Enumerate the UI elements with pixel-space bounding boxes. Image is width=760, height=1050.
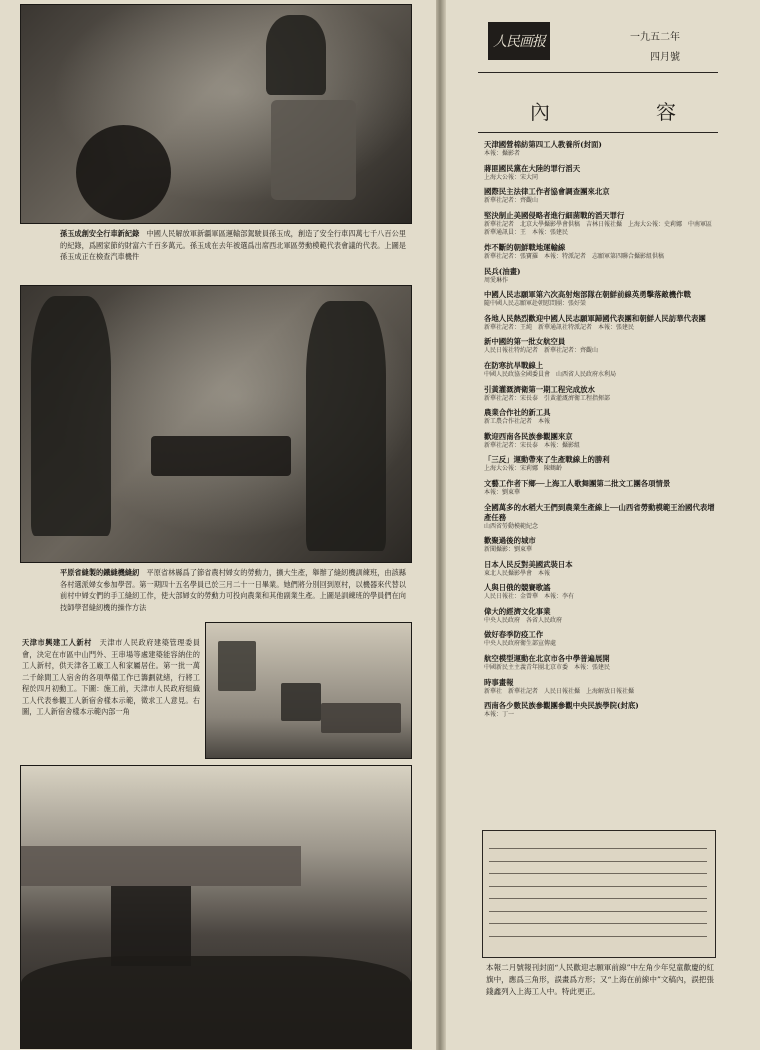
contents-rule (478, 132, 718, 133)
toc-item (484, 211, 716, 238)
toc-item-credit: 新華社記者：張寶羅 本報：特派記者 志願軍第四聯合攝影組供稿 (484, 252, 665, 260)
construction-photo (20, 765, 412, 1049)
toc-item-credit: 新聞攝影：劉東華 (484, 546, 533, 554)
toc-item-credit: 東北人民攝影學會 本報 (484, 569, 551, 577)
toc-item (484, 654, 716, 673)
issue-month: 四月號 (650, 52, 680, 63)
toc-item-title: 天津國營棉紡第四工人教養所(封面) (484, 140, 602, 149)
toc-item-title: 引黃灌溉濟衛第一期工程完成放水 (484, 384, 595, 394)
toc-item-title: 農業合作社的新工具 (484, 408, 551, 418)
table-of-contents (484, 140, 716, 845)
toc-item-credit: 新華社 新華社記者 人民日報社攝 上海解放日報社攝 (484, 687, 635, 695)
toc-item-title: 做好春季防疫工作 (484, 630, 544, 640)
truck-caption-lead: 孫玉成創安全行車新紀錄 (60, 229, 140, 238)
toc-item-title: 全國萬多的水稻大王們到農業生產線上──山西省勞動模範王治國代表增產任務 (484, 502, 715, 522)
village-caption-lead: 天津市興建工人新村 (22, 638, 92, 647)
toc-item-credit: 隨中國人民志願軍赴朝慰問團：張好榮 (484, 300, 587, 308)
toc-item-title: 人與日俄的競賽歌謠 (484, 583, 551, 593)
toc-item-credit: 中央人民政府衛生部宣傳處 (484, 640, 557, 648)
toc-item (484, 243, 716, 262)
toc-item (484, 164, 716, 183)
toc-item-title: 民兵(油畫) (484, 266, 521, 276)
toc-item-title: 各地人民熱烈歡迎中國人民志願軍歸國代表團和朝鮮人民訪華代表團 (484, 313, 706, 323)
toc-item-title: 炸不斷的朝鮮戰地運輸線 (484, 242, 566, 252)
truck-caption (60, 228, 406, 274)
toc-item (484, 607, 716, 626)
toc-item-title: 蔣匪國民黨在大陸的罪行滔天 (484, 163, 581, 173)
sewing-photo (20, 285, 412, 563)
issue-year: 一九五二年 (630, 32, 680, 43)
toc-item (484, 337, 716, 356)
toc-item-credit: 新華社記者：王純 新華通訊社特派記者 本報：張建民 (484, 323, 635, 331)
toc-item-credit: 新華社記者：宋長泰 本報：攝影組 (484, 441, 581, 449)
toc-item-credit: 中國新民主主義青年團北京市委 本報：張建民 (484, 664, 611, 672)
toc-item-title: 國際民主法律工作者協會調查團來北京 (484, 187, 610, 197)
toc-item (484, 583, 716, 602)
toc-item-title: 西南各少數民族參觀團參觀中央民族學院(封底) (484, 701, 639, 711)
toc-item (484, 455, 716, 474)
toc-item (484, 290, 716, 309)
dormitory-interior-photo (205, 622, 412, 759)
toc-item-credit: 上海大公報：宋莉娜 陳鶴齡 (484, 465, 563, 473)
toc-item (484, 140, 716, 159)
toc-item-credit: 中央人民政府 各省人民政府 (484, 616, 563, 624)
header-rule (478, 72, 718, 73)
sewing-caption-text: 平原省林縣爲了節省農村婦女的勞動力，擴大生產，舉辦了縫紉機訓練班，由該縣各村選派婦女參加學習。第一期四十五名學員已於三月二十一日畢業。她們將分別回到原村，以機器來代替以前村中婦女們的手工縫紉工作，使大部婦女的勞動力可投向農業和其他副業生產。上圖是訓練班的學員們在向技師學習縫紉機的操作方法 (60, 568, 406, 612)
toc-item (484, 408, 716, 427)
toc-item-title: 歡迎西南各民族參觀團來京 (484, 431, 573, 441)
toc-item (484, 314, 716, 333)
toc-item-title: 「三反」運動帶來了生產戰線上的勝利 (484, 455, 610, 465)
toc-item (484, 536, 716, 555)
toc-item (484, 361, 716, 380)
toc-item-title: 歡聚過後的城市 (484, 536, 536, 546)
toc-item-credit: 新華社記者：齊觀山 (484, 197, 539, 205)
village-caption (22, 637, 200, 755)
publication-info-grid (489, 839, 707, 931)
village-caption-text: 天津市人民政府建築管理委員會，決定在市區中山門外、王串場等處建築能容納住的工人新村，供天津各工廠工人和家屬居住。第一批一萬二千餘間工人宿舍的各項準備工作已籌劃就緒，行將工程於四月初動工。下圖：施工前，天津市人民政府組織工人代表參觀工人新宿舍樣本示範，徵求工人意見。右圖，工人新宿舍樣本示範內部一角 (22, 638, 200, 716)
toc-item-title: 在防寒抗旱戰線上 (484, 360, 544, 370)
toc-item-credit: 中國人民政協全國委員會 山西省人民政府水利局 (484, 370, 617, 378)
toc-item-credit: 新華社記者 北京大學攝影學會供稿 吉林日報社攝 上海大公報：史莉娜 中南軍區新華通訊員：王 本報：張建民 (484, 220, 713, 237)
toc-item-credit: 新工農合作社記者 本報 (484, 418, 551, 426)
sewing-caption (60, 567, 406, 627)
toc-item-credit: 上海大公報：宋大同 (484, 173, 539, 181)
toc-item-title: 中國人民志願軍第六次高射炮部隊在朝鮮前線英勇擊落敵機作戰 (484, 290, 691, 300)
toc-item (484, 701, 716, 720)
truck-caption-text: 中國人民解放軍新疆軍區運輸部駕駛員孫玉成，創造了安全行車四萬七千八百公里的紀錄，爲國家節約財富六千百多萬元。孫玉成在去年被選爲出席西北軍區勞動模範代表會議的代表。上圖是孫玉成正在檢查汽車機件 (60, 229, 406, 261)
toc-item (484, 479, 716, 498)
toc-item-title: 新中國的第一批女航空員 (484, 337, 566, 347)
publication-info-box (482, 830, 716, 958)
toc-item-title: 文藝工作者下鄉──上海工人歌舞團第二批文工團各項情景 (484, 478, 671, 488)
contents-heading: 內 容 (530, 100, 698, 124)
toc-item-title: 時事畫報 (484, 677, 514, 687)
page-fold (436, 0, 446, 1050)
toc-item (484, 432, 716, 451)
toc-item-credit: 本報：攝影者 (484, 150, 521, 157)
toc-item-title: 日本人民反對美國武裝日本 (484, 559, 573, 569)
toc-item-title: 航空模型運動在北京市各中學普遍展開 (484, 654, 610, 664)
toc-item-credit: 山西省勞動模範紀念 (484, 522, 539, 530)
toc-item-credit: 本報：劉東華 (484, 488, 521, 496)
correction-note: 本報二月號報刊封面“人民歡迎志願軍前線”中左角少年兒童歡慶的紅旗中，應爲三角形，誤畫爲方形；又“上海在前線中”文稿內，誤把張錢鑫列入上海工人中。特此更正。 (486, 963, 714, 996)
toc-item (484, 560, 716, 579)
toc-item (484, 630, 716, 649)
toc-item (484, 187, 716, 206)
toc-item-credit: 人民日報社特約記者 新華社記者：齊觀山 (484, 347, 599, 355)
masthead-logo (488, 22, 550, 60)
toc-item-title: 偉大的經濟文化事業 (484, 606, 551, 616)
toc-item (484, 385, 716, 404)
sewing-caption-lead: 平原省縫製的鐵縫機縫紉 (60, 568, 140, 577)
toc-item-credit: 新華社記者：宋長泰 引黃灌溉濟衛工程指揮部 (484, 394, 611, 402)
toc-item (484, 503, 716, 532)
toc-item-title: 堅決制止美國侵略者進行細菌戰的滔天罪行 (484, 210, 625, 220)
toc-item (484, 267, 716, 286)
toc-item-credit: 周愛琳作 (484, 276, 509, 284)
toc-item-credit: 本報：丁一 (484, 711, 515, 719)
toc-item (484, 678, 716, 697)
truck-photo (20, 4, 412, 224)
masthead-title: 人民画报 (493, 34, 545, 50)
toc-item-credit: 人民日報社：金曾華 本報：李有 (484, 593, 575, 601)
